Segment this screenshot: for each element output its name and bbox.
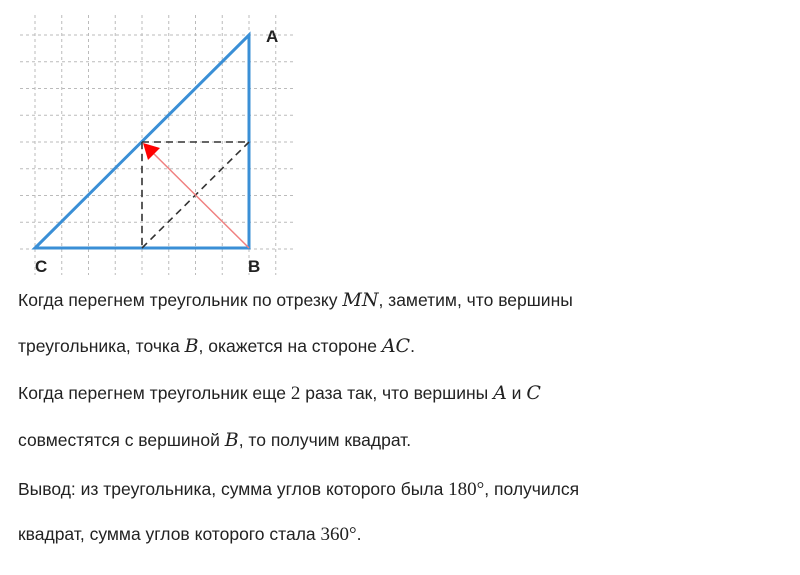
text-line-3: Когда перегнем треугольник еще 2 раза так, что вершины A и C xyxy=(18,382,541,404)
text-line-6: квадрат, сумма углов которого стала 360°. xyxy=(18,524,362,545)
grid xyxy=(20,15,295,275)
label-c: C xyxy=(35,257,48,276)
label-a: A xyxy=(266,27,279,46)
text-line-1: Когда перегнем треугольник по отрезку MN, заметим, что вершины xyxy=(18,289,573,311)
text-line-2: треугольника, точка B, окажется на стороне AC. xyxy=(18,335,415,357)
triangle-fold-diagram xyxy=(0,0,300,280)
fold-arrow xyxy=(150,150,249,248)
text-line-4: совместятся с вершиной B, то получим квадрат. xyxy=(18,429,412,451)
text-line-5: Вывод: из треугольника, сумма углов которого была 180°, получился xyxy=(18,479,580,500)
label-b: B xyxy=(248,257,261,276)
